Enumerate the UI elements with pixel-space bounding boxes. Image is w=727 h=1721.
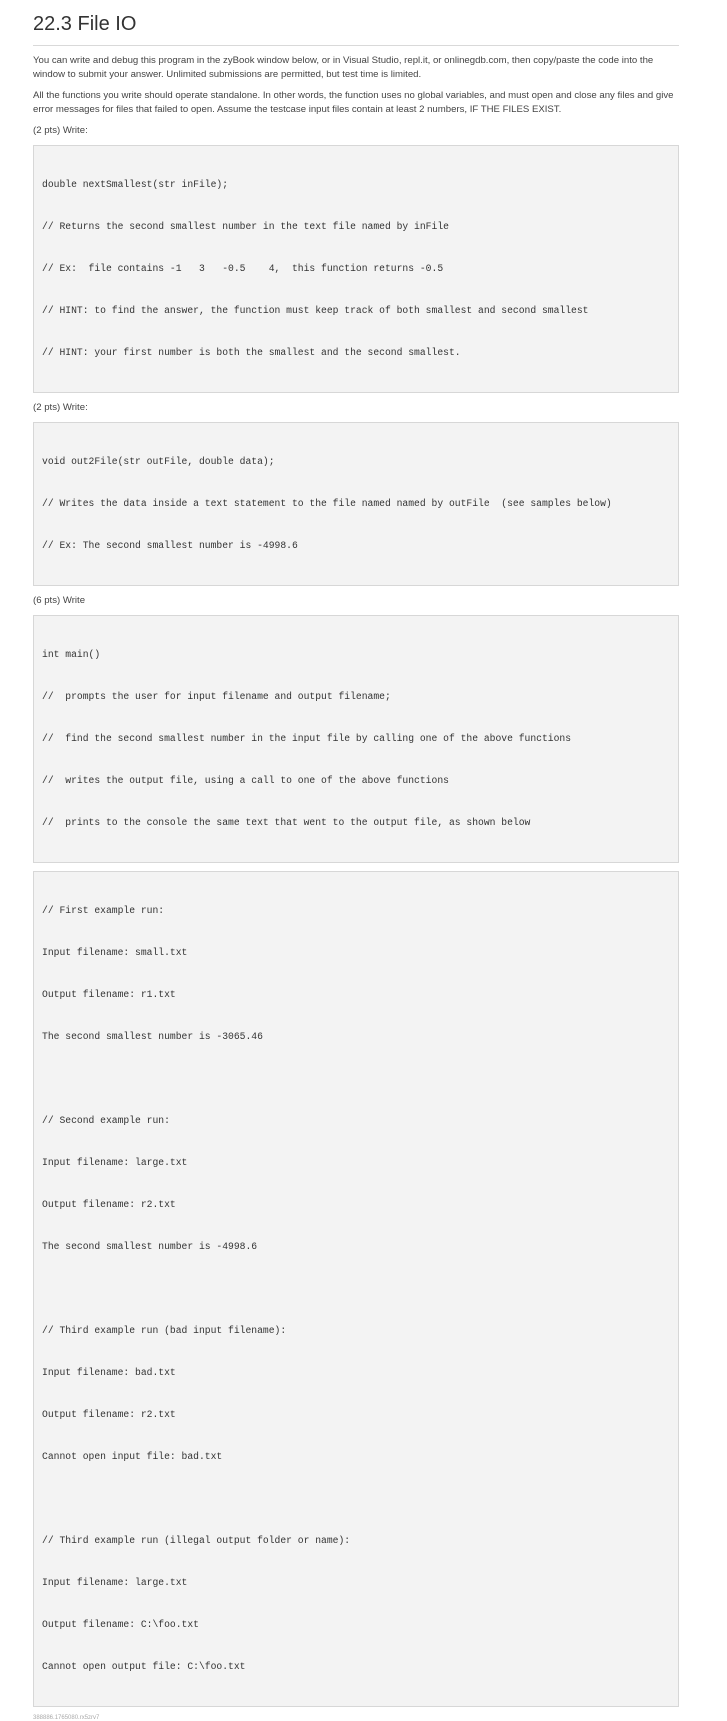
example-line: Output filename: C:\foo.txt <box>42 1619 199 1630</box>
code-line: void out2File(str outFile, double data); <box>42 456 275 467</box>
code-line: // writes the output file, using a call to one of the above functions <box>42 775 449 786</box>
example-line: Input filename: large.txt <box>42 1157 188 1168</box>
example-line: Output filename: r1.txt <box>42 989 176 1000</box>
zybook-section <box>33 10 679 1721</box>
section-next-smallest <box>33 124 679 393</box>
example-line: Input filename: large.txt <box>42 1577 188 1588</box>
code-line: // Writes the data inside a text statement to the file named named by outFile (see samples below) <box>42 498 612 509</box>
title-divider <box>33 45 679 46</box>
code-block <box>33 422 679 586</box>
section-main <box>33 594 679 863</box>
example-line: // Third example run (illegal output folder or name): <box>42 1535 351 1546</box>
example-line: Input filename: bad.txt <box>42 1367 176 1378</box>
example-line: Cannot open output file: C:\foo.txt <box>42 1661 246 1672</box>
section-out2file <box>33 401 679 586</box>
example-line: // First example run: <box>42 905 165 916</box>
example-line: Cannot open input file: bad.txt <box>42 1451 223 1462</box>
example-line: // Third example run (bad input filename): <box>42 1325 287 1336</box>
points-label: (6 pts) Write <box>33 595 86 606</box>
code-line: double nextSmallest(str inFile); <box>42 179 229 190</box>
intro-paragraph: All the functions you write should operate standalone. In other words, the function uses no global variables, and must open and close any files and give error messages for files that failed to open. Assume the testcase input files contain at least 2 numbers, IF THE FILES EXIST. <box>33 90 674 115</box>
code-line: // prints to the console the same text that went to the output file, as shown below <box>42 817 531 828</box>
example-line: // Second example run: <box>42 1115 170 1126</box>
code-line: // HINT: to find the answer, the function must keep track of both smallest and second smallest <box>42 305 589 316</box>
code-line: // HINT: your first number is both the smallest and the second smallest. <box>42 347 461 358</box>
points-label: (2 pts) Write: <box>33 125 88 136</box>
code-line: // Returns the second smallest number in the text file named by inFile <box>42 221 449 232</box>
points-label: (2 pts) Write: <box>33 402 88 413</box>
example-line: Output filename: r2.txt <box>42 1409 176 1420</box>
code-block <box>33 615 679 863</box>
page-title: 22.3 File IO <box>33 13 137 35</box>
code-line: // prompts the user for input filename and output filename; <box>42 691 391 702</box>
code-line: // Ex: The second smallest number is -4998.6 <box>42 540 298 551</box>
example-line: Input filename: small.txt <box>42 947 188 958</box>
code-line: // Ex: file contains -1 3 -0.5 4, this function returns -0.5 <box>42 263 444 274</box>
code-line: int main() <box>42 649 101 660</box>
code-block <box>33 145 679 393</box>
example-spacer <box>42 1492 670 1506</box>
example-spacer <box>42 1072 670 1086</box>
intro-paragraph: You can write and debug this program in the zyBook window below, or in Visual Studio, repl.it, or onlinegdb.com, then copy/paste the code into the window to submit your answer. Unlimited submissions are permitted, but test time is limited. <box>33 55 654 80</box>
example-spacer <box>42 1282 670 1296</box>
example-line: The second smallest number is -4998.6 <box>42 1241 258 1252</box>
example-runs-block <box>33 871 679 1707</box>
example-line: The second smallest number is -3065.46 <box>42 1031 263 1042</box>
example-line: Output filename: r2.txt <box>42 1199 176 1210</box>
code-line: // find the second smallest number in the input file by calling one of the above functions <box>42 733 572 744</box>
footer-id: 388886.1765080.rx5zrv7 <box>33 1715 100 1721</box>
